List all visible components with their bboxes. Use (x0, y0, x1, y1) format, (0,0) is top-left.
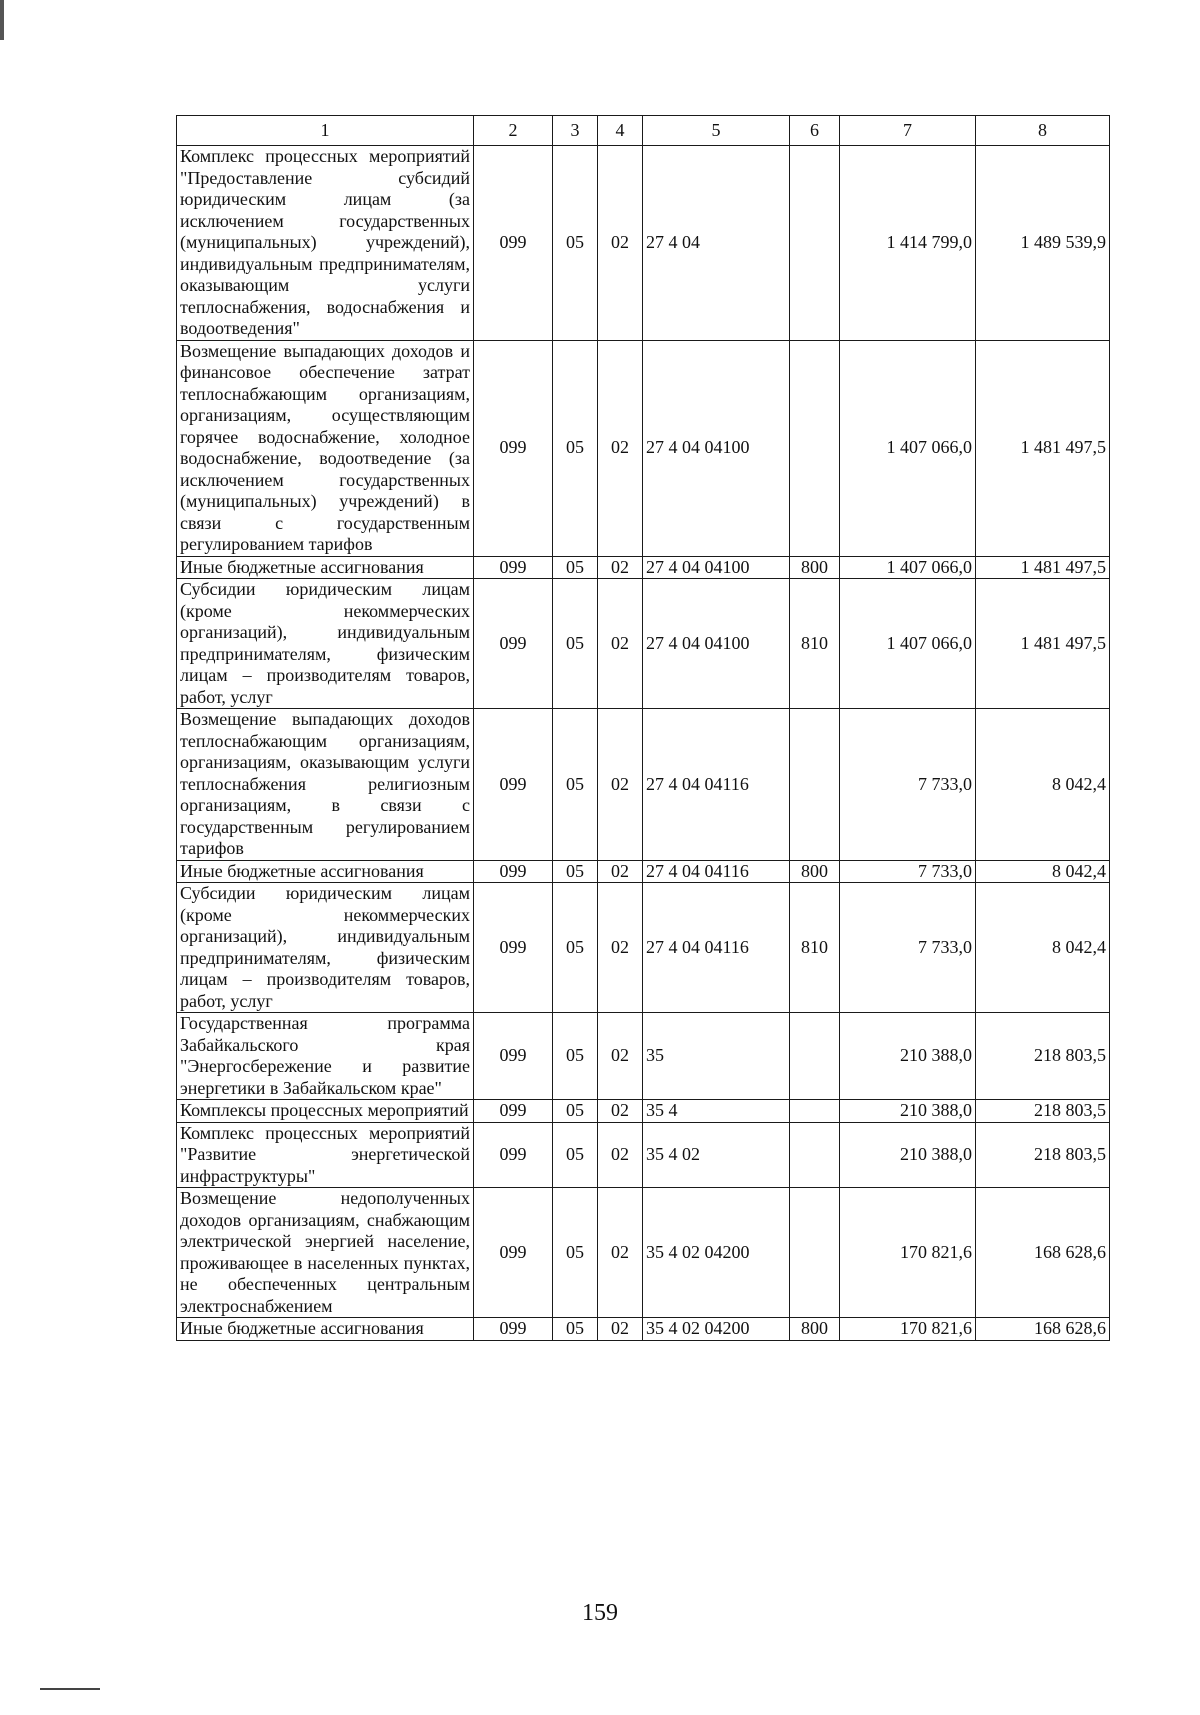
column-header: 2 (474, 116, 553, 146)
amount-year-2-cell: 8 042,4 (976, 709, 1110, 861)
table-row (177, 709, 1110, 861)
subsection-code-cell: 02 (598, 860, 643, 883)
section-code-cell: 05 (553, 1188, 598, 1318)
amount-year-1-cell: 1 407 066,0 (840, 340, 976, 556)
expense-type-cell (790, 340, 840, 556)
amount-year-2-cell: 1 481 497,5 (976, 579, 1110, 709)
table-header-row (177, 116, 1110, 146)
admin-code-cell: 099 (474, 340, 553, 556)
expense-type-cell (790, 1188, 840, 1318)
target-article-cell: 27 4 04 (643, 146, 790, 341)
target-article-cell: 27 4 04 04100 (643, 556, 790, 579)
table-row (177, 340, 1110, 556)
admin-code-cell: 099 (474, 1122, 553, 1188)
amount-year-1-cell: 170 821,6 (840, 1188, 976, 1318)
subsection-code-cell: 02 (598, 1122, 643, 1188)
target-article-cell: 27 4 04 04100 (643, 579, 790, 709)
row-name-cell: Комплекс процессных мероприятий "Предоставление субсидий юридическим лицам (за исключением государственных (муниципальных) учреждений), индивидуальным предпринимателям, оказывающим услуги теплоснабжения, водоснабжения и водоотведения" (177, 146, 474, 341)
table-row (177, 1122, 1110, 1188)
amount-year-1-cell: 7 733,0 (840, 883, 976, 1013)
table-body (177, 146, 1110, 1341)
scan-artifact (40, 1688, 100, 1690)
target-article-cell: 27 4 04 04116 (643, 883, 790, 1013)
amount-year-1-cell: 1 407 066,0 (840, 556, 976, 579)
target-article-cell: 35 4 02 04200 (643, 1188, 790, 1318)
expense-type-cell: 800 (790, 556, 840, 579)
subsection-code-cell: 02 (598, 340, 643, 556)
amount-year-2-cell: 218 803,5 (976, 1013, 1110, 1100)
amount-year-1-cell: 210 388,0 (840, 1100, 976, 1123)
expense-type-cell: 810 (790, 579, 840, 709)
subsection-code-cell: 02 (598, 1318, 643, 1341)
expense-type-cell (790, 709, 840, 861)
amount-year-2-cell: 218 803,5 (976, 1122, 1110, 1188)
target-article-cell: 35 4 02 04200 (643, 1318, 790, 1341)
amount-year-1-cell: 7 733,0 (840, 860, 976, 883)
amount-year-2-cell: 8 042,4 (976, 860, 1110, 883)
subsection-code-cell: 02 (598, 146, 643, 341)
section-code-cell: 05 (553, 860, 598, 883)
row-name-cell: Иные бюджетные ассигнования (177, 1318, 474, 1341)
amount-year-2-cell: 8 042,4 (976, 883, 1110, 1013)
expense-type-cell (790, 1122, 840, 1188)
row-name-cell: Государственная программа Забайкальского края "Энергосбережение и развитие энергетики в Забайкальском крае" (177, 1013, 474, 1100)
amount-year-1-cell: 1 414 799,0 (840, 146, 976, 341)
amount-year-2-cell: 1 481 497,5 (976, 556, 1110, 579)
column-header: 3 (553, 116, 598, 146)
table-row (177, 860, 1110, 883)
column-header: 4 (598, 116, 643, 146)
section-code-cell: 05 (553, 1100, 598, 1123)
amount-year-2-cell: 1 481 497,5 (976, 340, 1110, 556)
expense-type-cell: 800 (790, 1318, 840, 1341)
subsection-code-cell: 02 (598, 709, 643, 861)
amount-year-1-cell: 7 733,0 (840, 709, 976, 861)
amount-year-1-cell: 170 821,6 (840, 1318, 976, 1341)
target-article-cell: 27 4 04 04100 (643, 340, 790, 556)
column-header: 8 (976, 116, 1110, 146)
row-name-cell: Возмещение недополученных доходов организациям, снабжающим электрической энергией население, проживающее в населенных пунктах, не обеспеченных центральным электроснабжением (177, 1188, 474, 1318)
subsection-code-cell: 02 (598, 1188, 643, 1318)
row-name-cell: Возмещение выпадающих доходов и финансовое обеспечение затрат теплоснабжающим организациям, организациям, осуществляющим горячее водоснабжение, холодное водоснабжение, водоотведение (за исключением государственных (муниципальных) учреждений) в связи с государственным регулированием тарифов (177, 340, 474, 556)
admin-code-cell: 099 (474, 1318, 553, 1341)
scan-artifact (0, 0, 4, 40)
subsection-code-cell: 02 (598, 579, 643, 709)
table-row (177, 146, 1110, 341)
expense-type-cell: 810 (790, 883, 840, 1013)
target-article-cell: 35 4 02 (643, 1122, 790, 1188)
section-code-cell: 05 (553, 146, 598, 341)
expense-type-cell: 800 (790, 860, 840, 883)
section-code-cell: 05 (553, 709, 598, 861)
target-article-cell: 27 4 04 04116 (643, 860, 790, 883)
page-number: 159 (582, 1600, 618, 1626)
row-name-cell: Субсидии юридическим лицам (кроме некоммерческих организаций), индивидуальным предпринимателям, физическим лицам – производителям товаров, работ, услуг (177, 579, 474, 709)
admin-code-cell: 099 (474, 709, 553, 861)
section-code-cell: 05 (553, 340, 598, 556)
admin-code-cell: 099 (474, 146, 553, 341)
expense-type-cell (790, 1013, 840, 1100)
subsection-code-cell: 02 (598, 556, 643, 579)
target-article-cell: 27 4 04 04116 (643, 709, 790, 861)
row-name-cell: Иные бюджетные ассигнования (177, 556, 474, 579)
admin-code-cell: 099 (474, 883, 553, 1013)
subsection-code-cell: 02 (598, 1100, 643, 1123)
admin-code-cell: 099 (474, 1100, 553, 1123)
target-article-cell: 35 4 (643, 1100, 790, 1123)
budget-table (176, 115, 1110, 1341)
table-row (177, 1013, 1110, 1100)
admin-code-cell: 099 (474, 556, 553, 579)
column-header: 5 (643, 116, 790, 146)
row-name-cell: Субсидии юридическим лицам (кроме некоммерческих организаций), индивидуальным предпринимателям, физическим лицам – производителям товаров, работ, услуг (177, 883, 474, 1013)
subsection-code-cell: 02 (598, 883, 643, 1013)
amount-year-2-cell: 168 628,6 (976, 1318, 1110, 1341)
amount-year-1-cell: 210 388,0 (840, 1122, 976, 1188)
admin-code-cell: 099 (474, 1013, 553, 1100)
table-row (177, 1318, 1110, 1341)
expense-type-cell (790, 1100, 840, 1123)
section-code-cell: 05 (553, 883, 598, 1013)
amount-year-1-cell: 210 388,0 (840, 1013, 976, 1100)
section-code-cell: 05 (553, 1318, 598, 1341)
table-row (177, 556, 1110, 579)
amount-year-1-cell: 1 407 066,0 (840, 579, 976, 709)
table-row (177, 1188, 1110, 1318)
column-header: 1 (177, 116, 474, 146)
table-row (177, 1100, 1110, 1123)
row-name-cell: Комплекс процессных мероприятий "Развитие энергетической инфраструктуры" (177, 1122, 474, 1188)
row-name-cell: Иные бюджетные ассигнования (177, 860, 474, 883)
amount-year-2-cell: 1 489 539,9 (976, 146, 1110, 341)
table-row (177, 579, 1110, 709)
table-row (177, 883, 1110, 1013)
admin-code-cell: 099 (474, 1188, 553, 1318)
admin-code-cell: 099 (474, 860, 553, 883)
amount-year-2-cell: 168 628,6 (976, 1188, 1110, 1318)
amount-year-2-cell: 218 803,5 (976, 1100, 1110, 1123)
admin-code-cell: 099 (474, 579, 553, 709)
expense-type-cell (790, 146, 840, 341)
budget-table-container (176, 115, 1109, 1341)
row-name-cell: Возмещение выпадающих доходов теплоснабжающим организациям, организациям, оказывающим услуги теплоснабжения религиозным организациям, в связи с государственным регулированием тарифов (177, 709, 474, 861)
row-name-cell: Комплексы процессных мероприятий (177, 1100, 474, 1123)
section-code-cell: 05 (553, 1122, 598, 1188)
section-code-cell: 05 (553, 579, 598, 709)
section-code-cell: 05 (553, 556, 598, 579)
subsection-code-cell: 02 (598, 1013, 643, 1100)
column-header: 7 (840, 116, 976, 146)
target-article-cell: 35 (643, 1013, 790, 1100)
section-code-cell: 05 (553, 1013, 598, 1100)
column-header: 6 (790, 116, 840, 146)
